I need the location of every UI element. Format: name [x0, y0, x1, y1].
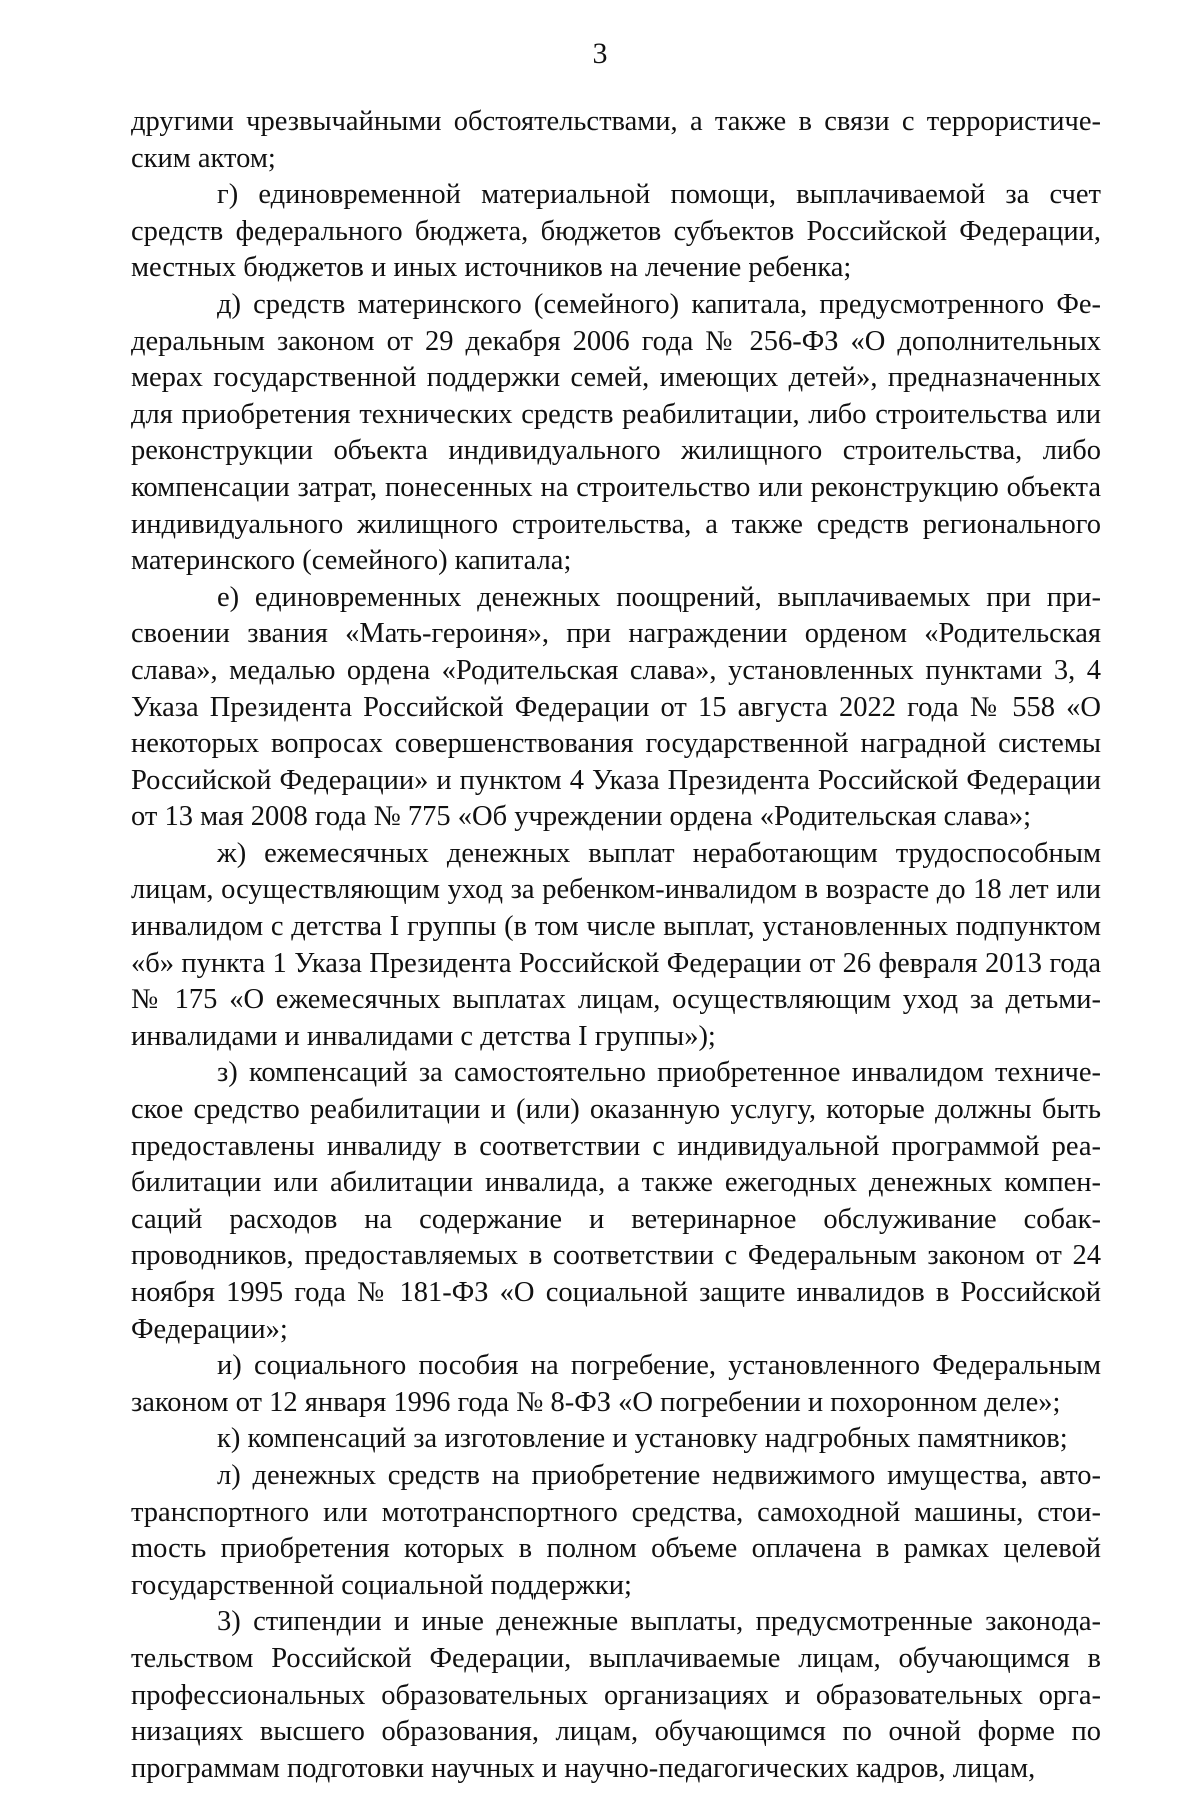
paragraph-item-k: к) компенсаций за изготовление и установку надгробных памятников;	[217, 1423, 1068, 1455]
paragraph-item-z: з) компенсаций за самостоятельно приобретенное инвалидом техническое средство реабилитации и (или) оказанную услугу, которые должны быть предоставлены инвалиду в соответствии с индивидуальной программой реабилитации или абилитации инвалида, а также ежегодных денежных компенсаций расходов на содержание и ветеринарное обслуживание собак-проводников, предоставляемых в соответствии с Федеральным законом от 24 ноября 1995 года № 181-ФЗ «О социальной защите инвалидов в Российской Федерации»;	[131, 1057, 1101, 1345]
paragraph-item-d: д) средств материнского (семейного) капитала, предусмотренного Федеральным законом от 29 декабря 2006 года № 256-ФЗ «О дополнительных мерах государственной поддержки семей, имеющих детей», предназначенных для приобретения технических средств реабилитации, либо строительства или реконструкции объекта индивидуального жилищного строительства, либо компенсации затрат, понесенных на строительство или реконструкцию объекта индивидуального жилищного строительства, а также средств регионального материнского (семейного) капитала;	[131, 288, 1101, 577]
paragraph-item-zh: ж) ежемесячных денежных выплат неработающим трудоспособным лицам, осуществляющим уход за ребенком-инвалидом в возрасте до 18 лет или инвалидом с детства I группы (в том числе выплат, установленных подпунктом «б» пункта 1 Указа Президента Российской Федерации от 26 февраля 2013 года № 175 «О ежемесячных выплатах лицам, осуществляющим уход за детьми-инвалидами и инвалидами с детства I группы»);	[131, 837, 1101, 1052]
paragraph-item-g: г) единовременной материальной помощи, выплачиваемой за счет средств федерального бюджета, бюджетов субъектов Российской Федерации, местных бюджетов и иных источников на лечение ребенка;	[131, 179, 1101, 284]
paragraph-point-3: 3) стипендии и иные денежные выплаты, предусмотренные законодательством Российской Федерации, выплачиваемые лицам, обучающимся в профессиональных образовательных организациях и образовательных организациях высшего образования, лицам, обучающимся по очной форме по программам подготовки научных и научно-педагогических кадров, лицам,	[131, 1606, 1101, 1784]
paragraph-item-e: е) единовременных денежных поощрений, выплачиваемых при присвоении звания «Мать-героиня», при награждении орденом «Родительская слава», медалью ордена «Родительская слава», установленных пунктами 3, 4 Указа Президента Российской Федерации от 15 августа 2022 года № 558 «О некоторых вопросах совершенствования государственной наградной системы Российской Федерации» и пунктом 4 Указа Президента Российской Федерации от 13 мая 2008 года № 775 «Об учреждении ордена «Родительская слава»;	[131, 581, 1101, 833]
paragraph-item-l: л) денежных средств на приобретение недвижимого имущества, автотранспортного или мототранспортного средства, самоходной машины, стоиmость приобретения которых в полном объеме оплачена в рамках целевой государственной социальной поддержки;	[131, 1459, 1101, 1601]
page-number: 3	[592, 37, 608, 70]
paragraph-item-i: и) социального пособия на погребение, установленного Федеральным законом от 12 января 1996 года № 8-ФЗ «О погребении и похоронном деле»;	[131, 1350, 1101, 1418]
paragraph-continuation: другими чрезвычайными обстоятельствами, а также в связи с террористическим актом;	[131, 106, 1101, 174]
document-body	[131, 104, 1101, 1787]
